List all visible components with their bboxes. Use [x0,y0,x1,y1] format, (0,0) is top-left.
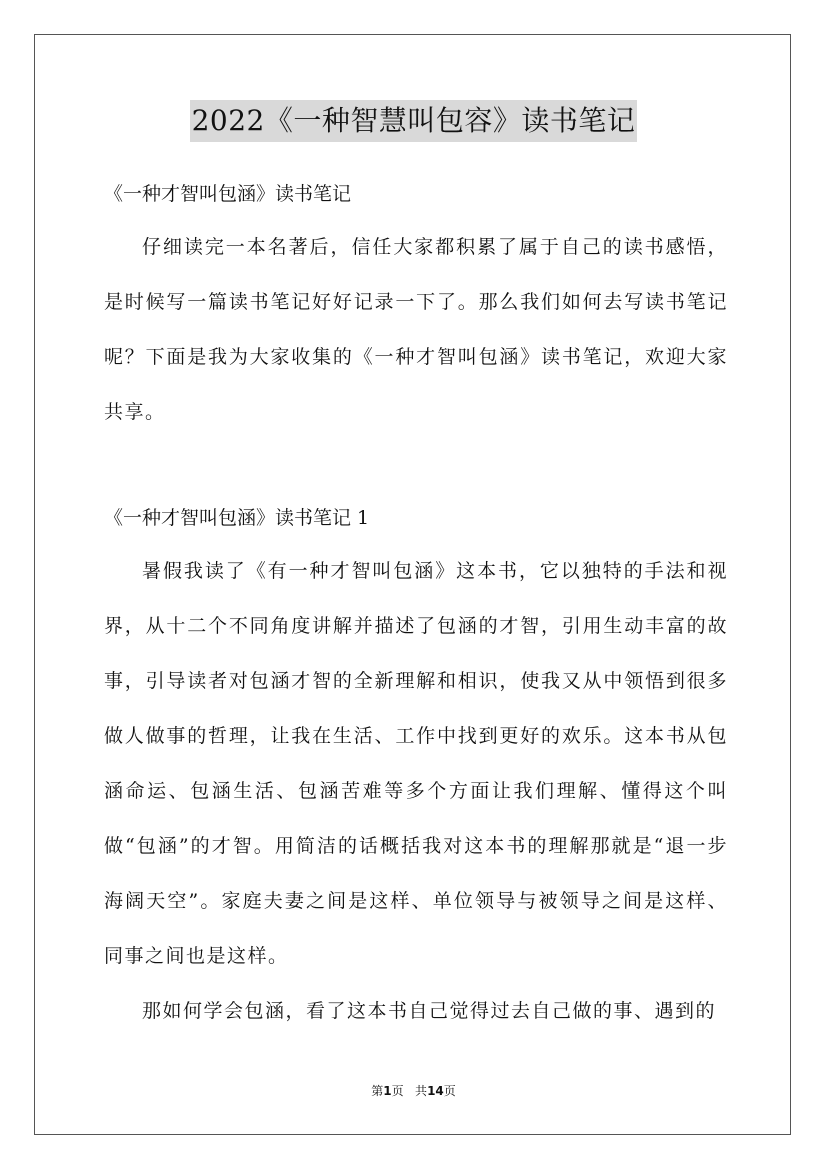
intro-heading: 《一种才智叫包涵》读书笔记 [104,183,352,205]
document-title: 2022《一种智慧叫包容》读书笔记 [190,100,638,142]
section1-paragraph-1: 暑假我读了《有一种才智叫包涵》这本书，它以独特的手法和视界，从十二个不同角度讲解并描述了包涵的才智，引用生动丰富的故事，引导读者对包涵才智的全新理解和相识，使我又从中领悟到很多做人做事的哲理，让我在生活、工作中找到更好的欢乐。这本书从包涵命运、包涵生活、包涵苦难等多个方面让我们理解、懂得这个叫做“包涵”的才智。用简洁的话概括我对这本书的理解那就是“退一步海阔天空”。家庭夫妻之间是这样、单位领导与被领导之间是这样、同事之间也是这样。 [104,560,728,967]
intro-paragraph: 仔细读完一本名著后，信任大家都积累了属于自己的读书感悟，是时候写一篇读书笔记好好记录一下了。那么我们如何去写读书笔记呢？下面是我为大家收集的《一种才智叫包涵》读书笔记，欢迎大家共享。 [104,236,728,423]
section1-heading: 《一种才智叫包涵》读书笔记 1 [104,507,370,529]
page-footer [0,1082,827,1099]
footer-page-suffix: 页 [391,1084,404,1098]
section1-paragraph-2: 那如何学会包涵，看了这本书自己觉得过去自己做的事、遇到的 [142,1000,717,1022]
footer-total-pages: 14 [427,1084,444,1098]
footer-page-number: 1 [383,1084,392,1098]
document-body [104,168,728,1039]
footer-page-prefix: 第 [371,1084,384,1098]
footer-total-suffix: 页 [443,1084,456,1098]
title-container [0,100,827,142]
spacer [104,440,728,492]
footer-total-prefix: 共 [415,1084,428,1098]
